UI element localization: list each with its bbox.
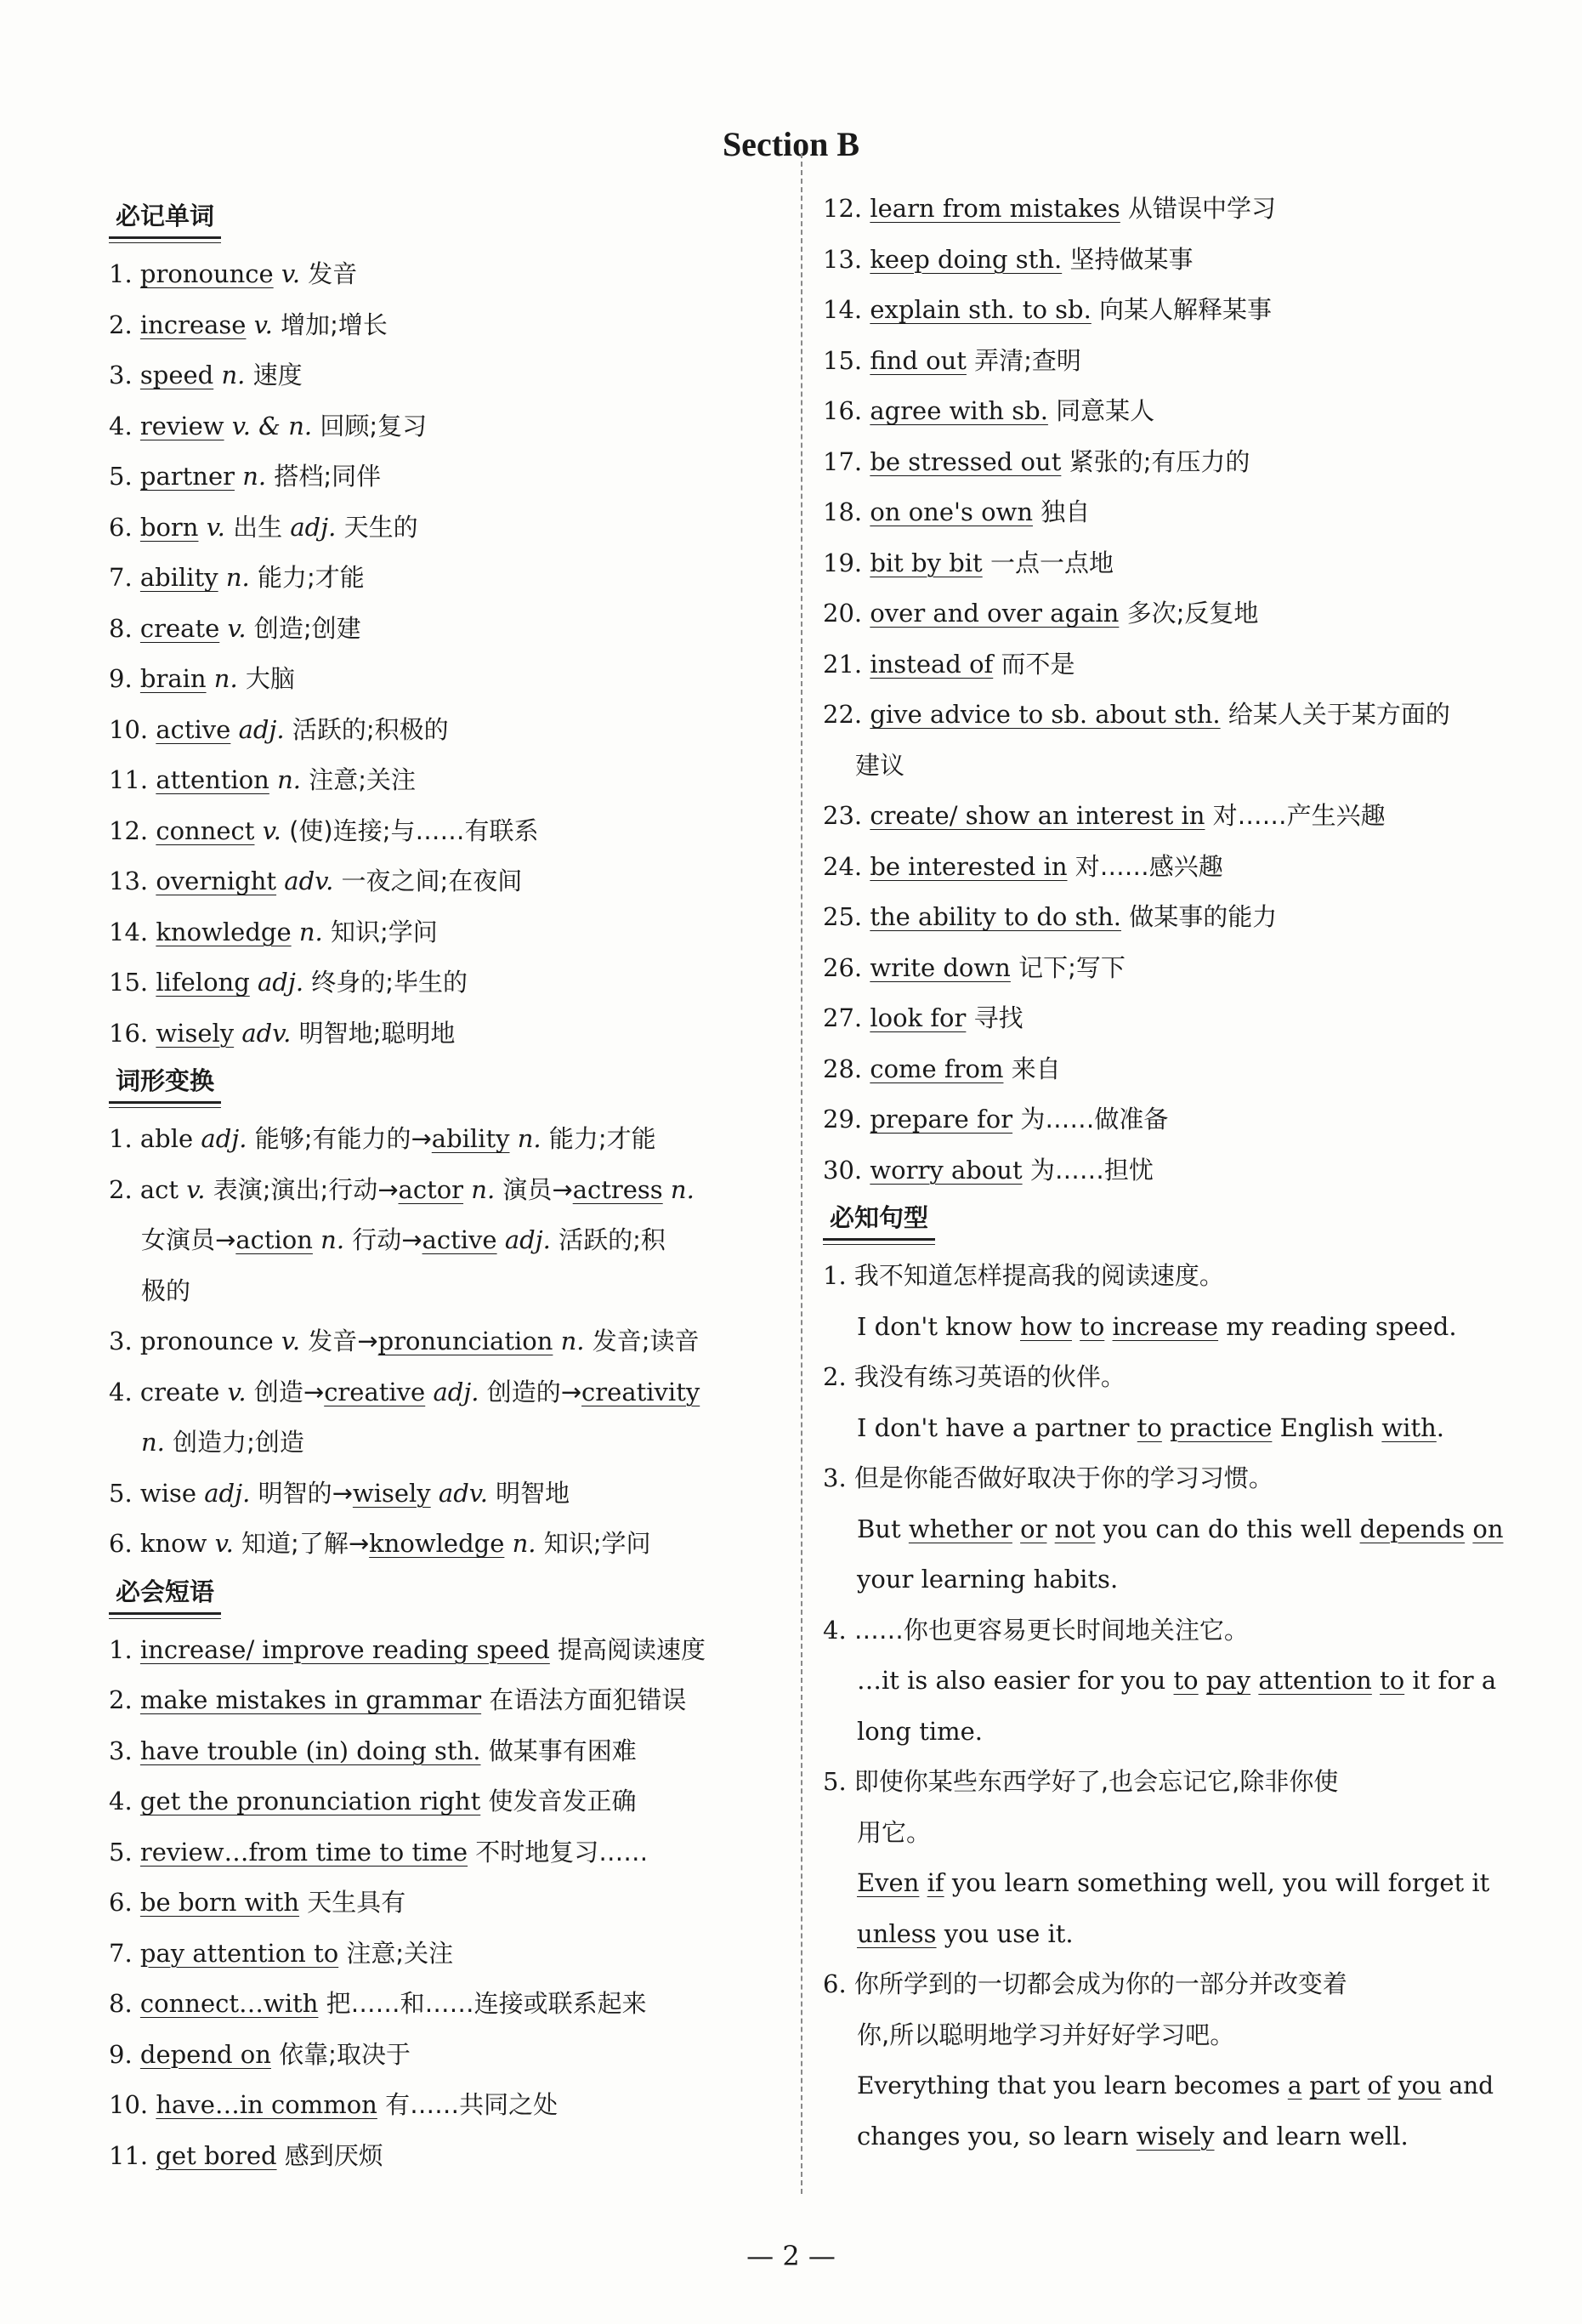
chinese-meaning: 给某人关于某方面的 xyxy=(1228,700,1450,729)
item-number: 24. xyxy=(823,851,863,881)
vocab-word: brain xyxy=(139,664,207,693)
list-item xyxy=(823,943,1486,994)
list-item xyxy=(823,336,1486,387)
list-item xyxy=(109,350,780,401)
sentence-chinese: 4. ……你也更容易更长时间地关注它。 xyxy=(823,1615,1249,1645)
phrase: come from xyxy=(870,1054,1004,1083)
sentence-english: …it is also easier for you to pay attention to it for a xyxy=(857,1666,1497,1695)
part-of-speech: n. xyxy=(213,664,238,693)
item-number: 23. xyxy=(823,801,863,830)
part-of-speech: n. xyxy=(221,361,246,389)
item-number: 13. xyxy=(109,867,149,895)
phrase: get the pronunciation right xyxy=(139,1787,481,1815)
phrase: explain sth. to sb. xyxy=(870,295,1092,324)
sentence-chinese: 2. 我没有练习英语的伙伴。 xyxy=(823,1362,1126,1391)
item-number: 9. xyxy=(109,2039,133,2069)
words-list xyxy=(109,249,780,1059)
chinese-meaning: 向某人解释某事 xyxy=(1099,295,1273,324)
item-number: 28. xyxy=(823,1054,863,1083)
phrase: look for xyxy=(870,1003,967,1032)
sentence-chinese: 3. 但是你能否做好取决于你的学习习惯。 xyxy=(823,1463,1273,1492)
item-number: 15. xyxy=(823,345,863,375)
item-number: 9. xyxy=(109,664,133,693)
chinese-meaning: 一点一点地 xyxy=(989,548,1114,577)
chinese-meaning: 紧张的;有压力的 xyxy=(1069,446,1250,476)
chinese-meaning: 大脑 xyxy=(245,664,295,693)
list-item xyxy=(823,892,1486,943)
list-item xyxy=(109,249,780,300)
list-item xyxy=(823,184,1486,235)
vocab-word: partner xyxy=(139,462,235,491)
item-number: 1. xyxy=(109,259,133,288)
chinese-meaning: 明智地;聪明地 xyxy=(298,1018,456,1048)
chinese-meaning: 不时地复习…… xyxy=(475,1837,649,1867)
part-of-speech: v. xyxy=(227,613,247,643)
list-item xyxy=(823,993,1486,1044)
phrases-list-right xyxy=(823,184,1486,1196)
list-item xyxy=(823,842,1486,893)
part-of-speech: v. xyxy=(281,259,301,288)
sentences-list xyxy=(823,1251,1504,2162)
phrase: have…in common xyxy=(156,2090,377,2119)
list-item xyxy=(109,1625,780,1676)
vocab-word: active xyxy=(156,714,231,744)
list-item xyxy=(109,1776,780,1827)
section-heading-words: 必记单词 xyxy=(109,197,221,239)
item-number: 17. xyxy=(823,446,863,476)
section-heading-wordforms: 词形变换 xyxy=(109,1062,221,1104)
part-of-speech: adj. xyxy=(290,512,337,542)
chinese-meaning: 从错误中学习 xyxy=(1128,194,1277,223)
item-number: 18. xyxy=(823,497,863,526)
wordforms-list xyxy=(109,1114,780,1570)
item-number: 7. xyxy=(109,1938,133,1968)
list-item: 4. create v. 创造→creative adj. 创造的→creativity xyxy=(109,1377,700,1406)
phrase: be stressed out xyxy=(870,446,1062,476)
list-item xyxy=(823,690,1486,741)
phrase: have trouble (in) doing sth. xyxy=(139,1736,481,1765)
item-number: 12. xyxy=(109,815,149,845)
sentence-chinese: 5. 即使你某些东西学好了,也会忘记它,除非你使 xyxy=(823,1767,1339,1796)
vocab-word: ability xyxy=(139,563,218,592)
chinese-meaning: 感到厌烦 xyxy=(284,2140,383,2170)
chinese-meaning: 弄清;查明 xyxy=(974,345,1081,375)
item-number: 16. xyxy=(823,396,863,425)
chinese-meaning: 坚持做某事 xyxy=(1069,244,1194,274)
chinese-meaning: 能力;才能 xyxy=(257,563,365,592)
chinese-meaning: 为……做准备 xyxy=(1020,1105,1169,1134)
list-item xyxy=(823,437,1486,488)
list-item: 2. act v. 表演;演出;行动→actor n. 演员→actress n. xyxy=(109,1174,695,1204)
item-number: 20. xyxy=(823,599,863,628)
item-number: 3. xyxy=(109,1736,133,1765)
list-item xyxy=(823,1044,1486,1095)
part-of-speech: adj. xyxy=(238,714,285,744)
part-of-speech: adv. xyxy=(284,867,334,895)
item-number: 29. xyxy=(823,1105,863,1134)
item-number: 25. xyxy=(823,902,863,931)
list-item xyxy=(109,856,780,907)
vocab-word: connect xyxy=(156,815,255,845)
chinese-meaning: 一夜之间;在夜间 xyxy=(341,867,523,895)
list-item xyxy=(109,300,780,351)
list-item-continuation xyxy=(823,741,1486,792)
page-title: Section B xyxy=(722,125,860,163)
list-item xyxy=(109,1726,780,1777)
vocab-word: attention xyxy=(156,765,269,794)
list-item xyxy=(109,401,780,452)
phrase: get bored xyxy=(156,2140,277,2170)
chinese-meaning: 把……和……连接或联系起来 xyxy=(326,1989,647,2018)
phrase: instead of xyxy=(870,649,994,679)
list-item xyxy=(823,538,1486,589)
phrase: learn from mistakes xyxy=(870,194,1120,223)
phrase: the ability to do sth. xyxy=(870,902,1121,931)
chinese-meaning: 多次;反复地 xyxy=(1126,599,1259,628)
list-item xyxy=(109,907,780,958)
list-item: 6. know v. 知道;了解→knowledge n. 知识;学问 xyxy=(109,1529,651,1558)
sentence-english: Even if you learn something well, you will forget it xyxy=(857,1868,1490,1897)
phrase: increase/ improve reading speed xyxy=(139,1634,550,1664)
phrase: be interested in xyxy=(870,851,1068,881)
item-number: 8. xyxy=(109,1989,133,2018)
chinese-meaning: 天生的 xyxy=(343,512,418,542)
chinese-meaning: 来自 xyxy=(1011,1054,1061,1083)
sentence-english-continuation: changes you, so learn wisely and learn well. xyxy=(857,2121,1409,2151)
item-number: 12. xyxy=(823,194,863,223)
vocab-word: knowledge xyxy=(156,917,292,946)
item-number: 2. xyxy=(109,1685,133,1714)
sentence-english-continuation: unless you use it. xyxy=(857,1918,1074,1948)
phrase: find out xyxy=(870,345,967,375)
phrase: connect…with xyxy=(139,1989,319,2018)
chinese-meaning: 寻找 xyxy=(973,1003,1023,1032)
chinese-meaning: 做某事的能力 xyxy=(1129,902,1278,931)
list-item xyxy=(109,604,780,655)
vocab-word: overnight xyxy=(156,867,277,895)
chinese-meaning: 在语法方面犯错误 xyxy=(489,1685,687,1714)
chinese-meaning: 回顾;复习 xyxy=(320,411,428,440)
item-number: 6. xyxy=(109,1888,133,1917)
chinese-meaning: 天生具有 xyxy=(307,1888,406,1917)
chinese-meaning: 速度 xyxy=(252,361,303,389)
list-item xyxy=(109,957,780,1009)
list-item xyxy=(823,386,1486,437)
list-item xyxy=(823,1145,1486,1196)
item-number: 6. xyxy=(109,512,133,542)
list-item xyxy=(109,705,780,756)
list-item xyxy=(823,1094,1486,1145)
chinese-meaning: 创造;创建 xyxy=(253,613,361,643)
phrase: pay attention to xyxy=(139,1938,339,1968)
phrase: worry about xyxy=(870,1155,1023,1185)
part-of-speech: n. xyxy=(225,563,250,592)
chinese-meaning: 做某事有困难 xyxy=(488,1736,637,1765)
list-item xyxy=(109,2080,780,2131)
list-item xyxy=(823,588,1486,639)
chinese-meaning: 提高阅读速度 xyxy=(558,1634,706,1664)
phrase: over and over again xyxy=(870,599,1120,628)
chinese-meaning: 知识;学问 xyxy=(330,917,438,946)
part-of-speech: n. xyxy=(298,917,323,946)
vocab-word: review xyxy=(139,411,224,440)
item-number: 19. xyxy=(823,548,863,577)
list-item: 5. wise adj. 明智的→wisely adv. 明智地 xyxy=(109,1478,570,1508)
phrase: agree with sb. xyxy=(870,396,1048,425)
item-number: 4. xyxy=(109,411,133,440)
part-of-speech: adv. xyxy=(241,1018,292,1048)
sentence-chinese-continuation: 你,所以聪明地学习并好好学习吧。 xyxy=(857,2020,1235,2049)
chinese-meaning: 有……共同之处 xyxy=(385,2090,559,2119)
list-item xyxy=(823,285,1486,336)
item-number: 4. xyxy=(109,1787,133,1815)
phrase: depend on xyxy=(139,2039,271,2069)
list-item xyxy=(109,1009,780,1060)
list-item-continuation: 女演员→action n. 行动→active adj. 活跃的;积 xyxy=(141,1225,666,1254)
item-number: 8. xyxy=(109,613,133,643)
vocab-word: born xyxy=(139,512,199,542)
item-number: 10. xyxy=(109,714,149,744)
chinese-meaning: 活跃的;积极的 xyxy=(292,714,449,744)
item-number: 27. xyxy=(823,1003,863,1032)
vocab-word: lifelong xyxy=(156,968,250,997)
chinese-meaning: 终身的;毕生的 xyxy=(311,968,468,997)
page-number: — 2 — xyxy=(746,2240,836,2272)
item-number: 10. xyxy=(109,2090,149,2119)
list-item xyxy=(109,1827,780,1878)
item-number: 3. xyxy=(109,361,133,389)
item-number: 16. xyxy=(109,1018,149,1048)
left-column xyxy=(109,194,780,2181)
chinese-meaning: 搭档;同伴 xyxy=(274,462,382,491)
item-number: 14. xyxy=(109,917,149,946)
list-item xyxy=(823,235,1486,286)
item-number: 2. xyxy=(109,310,133,339)
list-item xyxy=(109,1929,780,1980)
phrase: write down xyxy=(870,952,1011,982)
part-of-speech: v. & n. xyxy=(231,411,313,440)
chinese-meaning: 依靠;取决于 xyxy=(279,2039,411,2069)
item-number: 14. xyxy=(823,295,863,324)
list-item xyxy=(109,553,780,604)
list-item xyxy=(109,755,780,806)
part-of-speech: adj. xyxy=(257,968,304,997)
sentence-english: Everything that you learn becomes a part of you and xyxy=(857,2071,1494,2100)
phrase: create/ show an interest in xyxy=(870,801,1205,830)
sentence-english: But whether or not you can do this well depends on xyxy=(857,1514,1504,1543)
chinese-meaning: 记下;写下 xyxy=(1018,952,1126,982)
list-item xyxy=(823,791,1486,842)
phrase: prepare for xyxy=(870,1105,1013,1134)
chinese-meaning: 注意;关注 xyxy=(346,1938,454,1968)
chinese-meaning: (使)连接;与……有联系 xyxy=(289,815,539,845)
chinese-meaning: 为……担忧 xyxy=(1029,1155,1154,1185)
chinese-meaning: 而不是 xyxy=(1001,649,1075,679)
part-of-speech: v. xyxy=(206,512,225,542)
sentence-english-continuation: your learning habits. xyxy=(857,1565,1119,1594)
chinese-meaning: 增加;增长 xyxy=(281,310,388,339)
right-column xyxy=(823,184,1504,2162)
item-number: 15. xyxy=(109,968,149,997)
vocab-word: wisely xyxy=(156,1018,235,1048)
sentence-chinese: 1. 我不知道怎样提高我的阅读速度。 xyxy=(823,1261,1224,1290)
part-of-speech: n. xyxy=(277,765,301,794)
list-item: 1. able adj. 能够;有能力的→ability n. 能力;才能 xyxy=(109,1124,656,1153)
list-item xyxy=(109,2030,780,2081)
phrase: review…from time to time xyxy=(139,1837,468,1867)
chinese-meaning: 对……感兴趣 xyxy=(1075,851,1223,881)
chinese-meaning: 对……产生兴趣 xyxy=(1212,801,1386,830)
chinese-meaning: 使发音发正确 xyxy=(488,1787,637,1815)
list-item xyxy=(823,639,1486,690)
list-item xyxy=(109,1675,780,1726)
section-heading-sentences: 必知句型 xyxy=(823,1199,935,1241)
item-number: 13. xyxy=(823,244,863,274)
column-divider xyxy=(801,153,802,2194)
chinese-meaning: 建议 xyxy=(855,750,905,780)
item-number: 11. xyxy=(109,765,149,794)
item-number: 30. xyxy=(823,1155,863,1185)
vocab-word: pronounce xyxy=(139,259,274,288)
item-number: 21. xyxy=(823,649,863,679)
chinese-meaning: 出生 xyxy=(233,512,283,542)
item-number: 26. xyxy=(823,952,863,982)
list-item xyxy=(109,1878,780,1929)
item-number: 11. xyxy=(109,2140,149,2170)
phrase: bit by bit xyxy=(870,548,983,577)
item-number: 1. xyxy=(109,1634,133,1664)
chinese-meaning: 同意某人 xyxy=(1056,396,1155,425)
list-item xyxy=(109,2131,780,2182)
list-item-continuation: n. 创造力;创造 xyxy=(141,1428,304,1457)
chinese-meaning: 发音 xyxy=(308,259,358,288)
phrases-list-left xyxy=(109,1625,780,2182)
item-number: 5. xyxy=(109,1837,133,1867)
chinese-meaning: 独自 xyxy=(1040,497,1091,526)
list-item xyxy=(109,503,780,554)
phrase: be born with xyxy=(139,1888,300,1917)
list-item xyxy=(109,1979,780,2030)
sentence-chinese: 6. 你所学到的一切都会成为你的一部分并改变着 xyxy=(823,1969,1347,1998)
phrase: give advice to sb. about sth. xyxy=(870,700,1221,729)
phrase: on one's own xyxy=(870,497,1034,526)
phrase: make mistakes in grammar xyxy=(139,1685,482,1714)
item-number: 7. xyxy=(109,563,133,592)
phrase: keep doing sth. xyxy=(870,244,1063,274)
sentence-english-continuation: long time. xyxy=(857,1716,984,1746)
vocab-word: create xyxy=(139,613,220,643)
item-number: 5. xyxy=(109,462,133,491)
list-item-continuation: 极的 xyxy=(141,1276,191,1305)
vocab-word: speed xyxy=(139,361,214,389)
sentence-english: I don't know how to increase my reading speed. xyxy=(857,1311,1457,1341)
vocab-word: increase xyxy=(139,310,247,339)
list-item xyxy=(823,487,1486,538)
part-of-speech: n. xyxy=(242,462,267,491)
list-item: 3. pronounce v. 发音→pronunciation n. 发音;读音 xyxy=(109,1327,700,1355)
section-heading-phrases: 必会短语 xyxy=(109,1573,221,1615)
item-number: 22. xyxy=(823,700,863,729)
list-item xyxy=(109,654,780,705)
list-item xyxy=(109,452,780,503)
part-of-speech: v. xyxy=(262,815,281,845)
chinese-meaning: 注意;关注 xyxy=(309,765,416,794)
sentence-chinese-continuation: 用它。 xyxy=(857,1817,932,1847)
sentence-english: I don't have a partner to practice English with. xyxy=(857,1412,1445,1442)
part-of-speech: v. xyxy=(253,310,273,339)
list-item xyxy=(109,806,780,857)
